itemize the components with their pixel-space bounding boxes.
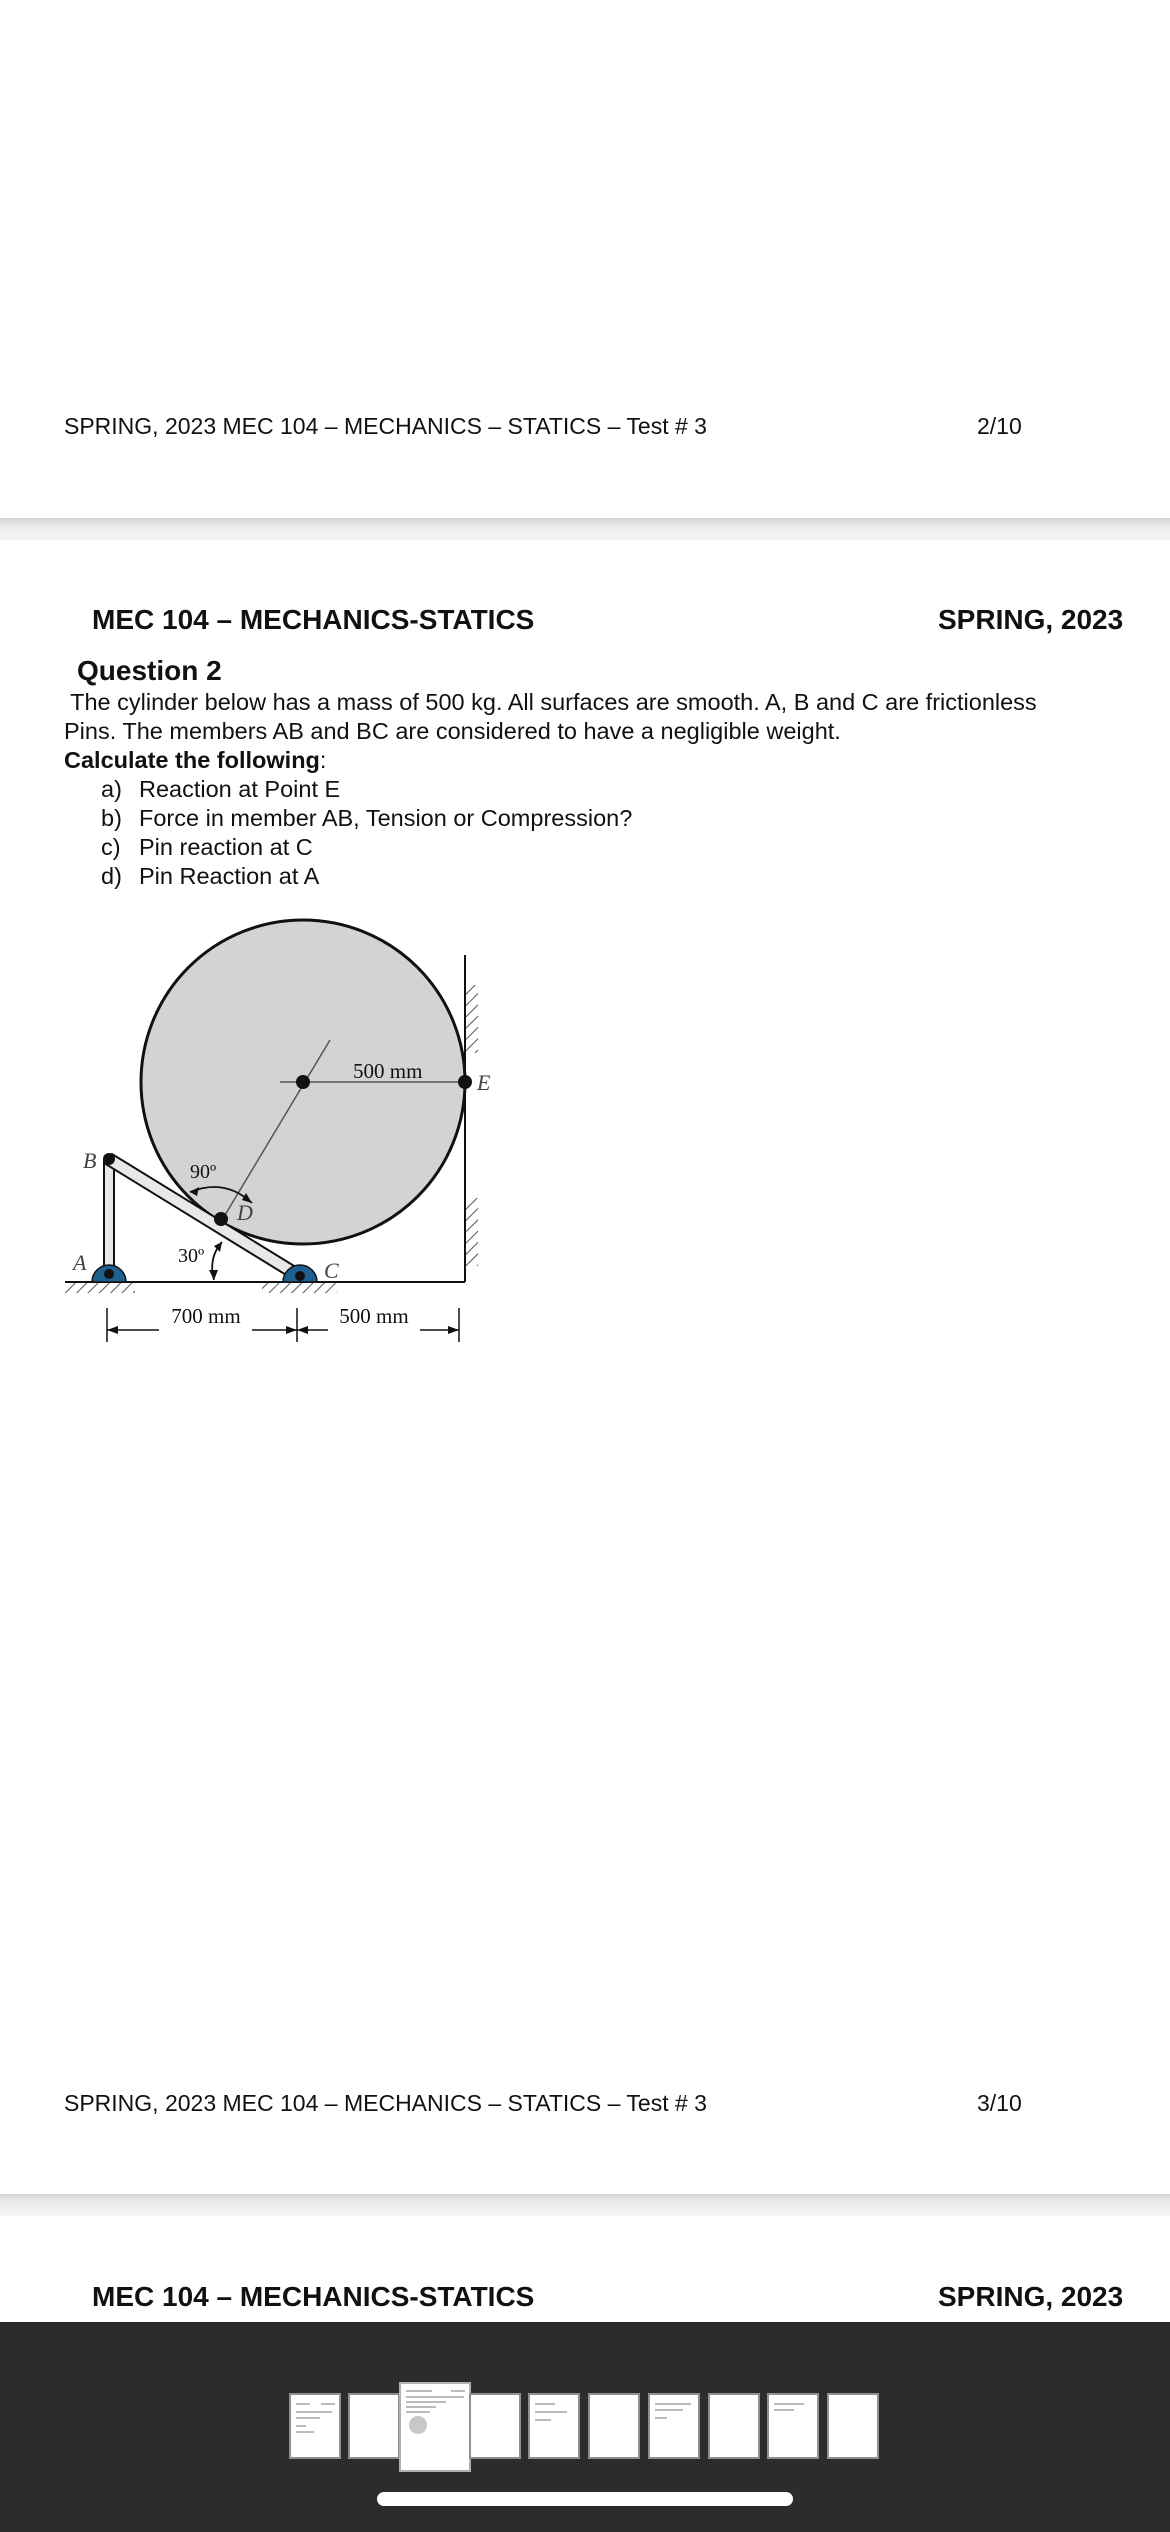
page4-header-term: SPRING, 2023 bbox=[938, 2281, 1124, 2312]
label-angle-30: 30º bbox=[178, 1245, 205, 1267]
point-e-dot bbox=[458, 1075, 472, 1089]
page2-footer-title: SPRING, 2023 MEC 104 – MECHANICS – STATICS – Test # 3 bbox=[64, 413, 707, 439]
page3-header-term: SPRING, 2023 bbox=[938, 604, 1124, 635]
label-point-c: C bbox=[324, 1258, 339, 1283]
page-thumbnail-7[interactable] bbox=[648, 2393, 700, 2459]
list-item bbox=[101, 804, 632, 833]
label-dim-ac: 700 mm bbox=[171, 1304, 241, 1328]
list-item bbox=[101, 862, 632, 891]
page-thumbnail-3[interactable] bbox=[399, 2382, 471, 2472]
list-item bbox=[101, 833, 632, 862]
page-separator bbox=[0, 2194, 1170, 2216]
point-d-dot bbox=[214, 1212, 228, 1226]
list-item bbox=[101, 775, 632, 804]
member-ab bbox=[104, 1160, 114, 1276]
page-thumbnail-9[interactable] bbox=[767, 2393, 819, 2459]
page-thumbnail-4[interactable] bbox=[469, 2393, 521, 2459]
page4-header-course: MEC 104 – MECHANICS-STATICS bbox=[92, 2281, 535, 2312]
question-title: Question 2 bbox=[77, 655, 222, 686]
description-line-1: The cylinder below has a mass of 500 kg. All surfaces are smooth. A, B and C are frictionless bbox=[64, 689, 1037, 715]
pin-b bbox=[103, 1153, 115, 1165]
description-line-2: Pins. The members AB and BC are considered to have a negligible weight. bbox=[64, 718, 841, 744]
label-radius: 500 mm bbox=[353, 1059, 423, 1083]
page-thumbnail-6[interactable] bbox=[588, 2393, 640, 2459]
calculate-heading bbox=[64, 746, 1144, 775]
home-indicator[interactable] bbox=[377, 2492, 793, 2506]
wall bbox=[465, 955, 478, 1282]
list-item-text: Pin Reaction at A bbox=[139, 863, 320, 889]
label-dim-ce: 500 mm bbox=[339, 1304, 409, 1328]
page-thumbnail-5[interactable] bbox=[528, 2393, 580, 2459]
page3-header-course: MEC 104 – MECHANICS-STATICS bbox=[92, 604, 535, 635]
label-point-a: A bbox=[73, 1250, 87, 1275]
list-item-label: c) bbox=[101, 834, 121, 860]
label-point-b: B bbox=[83, 1148, 97, 1173]
list-item-label: a) bbox=[101, 776, 122, 802]
ground bbox=[65, 1282, 465, 1293]
page2-footer-page-number: 2/10 bbox=[977, 413, 1022, 439]
label-point-d: D bbox=[237, 1200, 253, 1225]
page-thumbnail-8[interactable] bbox=[708, 2393, 760, 2459]
statics-figure bbox=[0, 900, 560, 1360]
label-angle-90: 90º bbox=[190, 1161, 217, 1183]
page-thumbnail-1[interactable] bbox=[289, 2393, 341, 2459]
label-point-e: E bbox=[477, 1070, 491, 1095]
list-item-label: d) bbox=[101, 863, 122, 889]
question-parts-list bbox=[101, 775, 632, 891]
list-item-label: b) bbox=[101, 805, 122, 831]
page-separator bbox=[0, 518, 1170, 540]
page-thumbnail-2[interactable] bbox=[348, 2393, 400, 2459]
list-item-text: Force in member AB, Tension or Compression? bbox=[139, 805, 633, 831]
page3-footer-title: SPRING, 2023 MEC 104 – MECHANICS – STATICS – Test # 3 bbox=[64, 2090, 707, 2116]
question-description bbox=[64, 688, 1144, 775]
calculate-colon: : bbox=[319, 747, 327, 773]
list-item-text: Reaction at Point E bbox=[139, 776, 341, 802]
page-thumbnail-10[interactable] bbox=[827, 2393, 879, 2459]
cylinder-center bbox=[296, 1075, 310, 1089]
list-item-text: Pin reaction at C bbox=[139, 834, 313, 860]
calculate-label: Calculate the following bbox=[64, 747, 320, 773]
page3-footer-page-number: 3/10 bbox=[977, 2090, 1022, 2116]
